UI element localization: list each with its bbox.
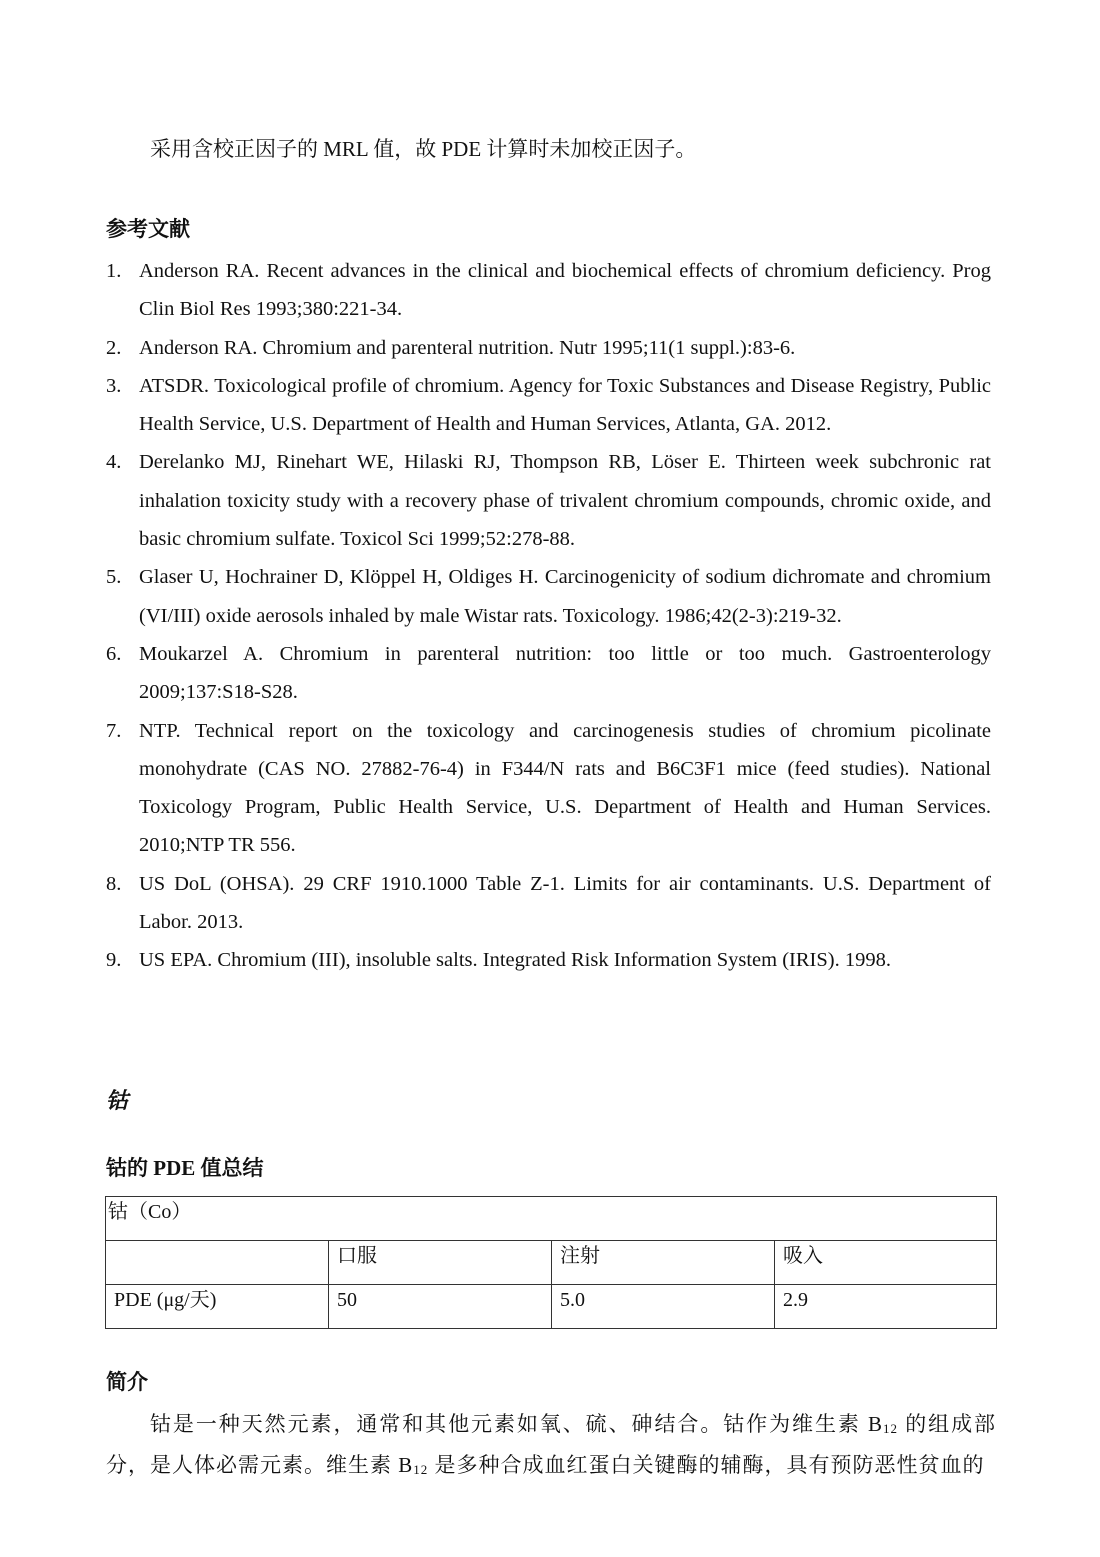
pde-summary-heading: 钴的 PDE 值总结 (106, 1156, 264, 1180)
reference-item (106, 865, 991, 942)
reference-item (106, 712, 991, 865)
paragraph-text: 钴是一种天然元素，通常和其他元素如氧、硫、砷结合。钴作为维生素 B (150, 1412, 884, 1436)
reference-item (106, 558, 991, 635)
reference-text: Glaser U, Hochrainer D, Klöppel H, Oldiges H. Carcinogenicity of sodium dichromate and chromium (VI/III) oxide aerosols inhaled by male Wistar rats. Toxicology. 1986;42(2-3):219-32. (139, 566, 991, 627)
reference-number: 2. (106, 336, 122, 359)
reference-text: US EPA. Chromium (III), insoluble salts. Integrated Risk Information System (IRIS). 1998. (139, 949, 891, 972)
table-row (106, 1197, 997, 1241)
reference-number: 9. (106, 949, 122, 972)
reference-item (106, 443, 991, 558)
reference-text: Derelanko MJ, Rinehart WE, Hilaski RJ, Thompson RB, Löser E. Thirteen week subchronic rat inhalation toxicity study with a recovery phase of trivalent chromium compounds, chromic oxide, and basic chromium sulfate. Toxicol Sci 1999;52:278-88. (139, 451, 991, 551)
table-row (106, 1285, 997, 1329)
subscript: 12 (413, 1462, 429, 1477)
reference-number: 5. (106, 566, 122, 589)
reference-text: Anderson RA. Recent advances in the clinical and biochemical effects of chromium deficiency. Prog Clin Biol Res 1993;380:221-34. (139, 260, 991, 321)
pde-row-label: PDE (μg/天) (106, 1285, 329, 1329)
table-header-cell: 吸入 (775, 1241, 997, 1285)
reference-text: ATSDR. Toxicological profile of chromium. Agency for Toxic Substances and Disease Registry, Public Health Service, U.S. Department of Health and Human Services, Atlanta, GA. 2012. (139, 374, 991, 436)
table-header-row (106, 1241, 997, 1285)
table-header-cell (106, 1241, 329, 1285)
reference-text: NTP. Technical report on the toxicology and carcinogenesis studies of chromium picolinate monohydrate (CAS NO. 27882-76-4) in F344/N rats and B6C3F1 mice (feed studies). National Toxicology Program, Public Health Service, U.S. Department of Health and Human Services. 2010;NTP TR 556. (139, 719, 991, 857)
reference-text: Anderson RA. Chromium and parenteral nutrition. Nutr 1995;11(1 suppl.):83-6. (139, 336, 796, 359)
reference-item (106, 252, 991, 329)
reference-text: Moukarzel A. Chromium in parenteral nutrition: too little or too much. Gastroenterology 2009;137:S18-S28. (139, 642, 991, 704)
paragraph-text: 是多种合成血红蛋白关键酶的辅酶，具有预防恶性贫血的 (428, 1453, 985, 1477)
introduction-paragraph (106, 1406, 996, 1488)
reference-item (106, 941, 991, 979)
reference-number: 8. (106, 872, 122, 895)
intro-line: 采用含校正因子的 MRL 值，故 PDE 计算时未加校正因子。 (150, 137, 697, 161)
introduction-heading: 简介 (106, 1370, 148, 1394)
reference-number: 6. (106, 642, 122, 665)
reference-item (106, 329, 991, 367)
pde-inhalation-value: 2.9 (775, 1285, 997, 1329)
cobalt-section-heading: 钴 (106, 1088, 129, 1113)
element-name-cell: 钴（Co） (106, 1197, 997, 1241)
reference-item (106, 367, 991, 444)
subscript: 12 (883, 1421, 899, 1436)
pde-summary-table (105, 1196, 997, 1329)
table-header-cell: 口服 (329, 1241, 552, 1285)
reference-number: 3. (106, 374, 122, 397)
paragraph-text: 的组成部分，是人体必需元素。维生素 B (106, 1412, 997, 1477)
reference-list (106, 252, 991, 980)
pde-oral-value: 50 (329, 1285, 552, 1329)
pde-parenteral-value: 5.0 (552, 1285, 775, 1329)
reference-number: 4. (106, 451, 122, 474)
reference-item (106, 635, 991, 712)
table-header-cell: 注射 (552, 1241, 775, 1285)
reference-number: 7. (106, 719, 122, 742)
reference-number: 1. (106, 260, 122, 282)
references-heading: 参考文献 (106, 217, 190, 241)
reference-text: US DoL (OHSA). 29 CRF 1910.1000 Table Z-1. Limits for air contaminants. U.S. Department of Labor. 2013. (139, 872, 991, 934)
